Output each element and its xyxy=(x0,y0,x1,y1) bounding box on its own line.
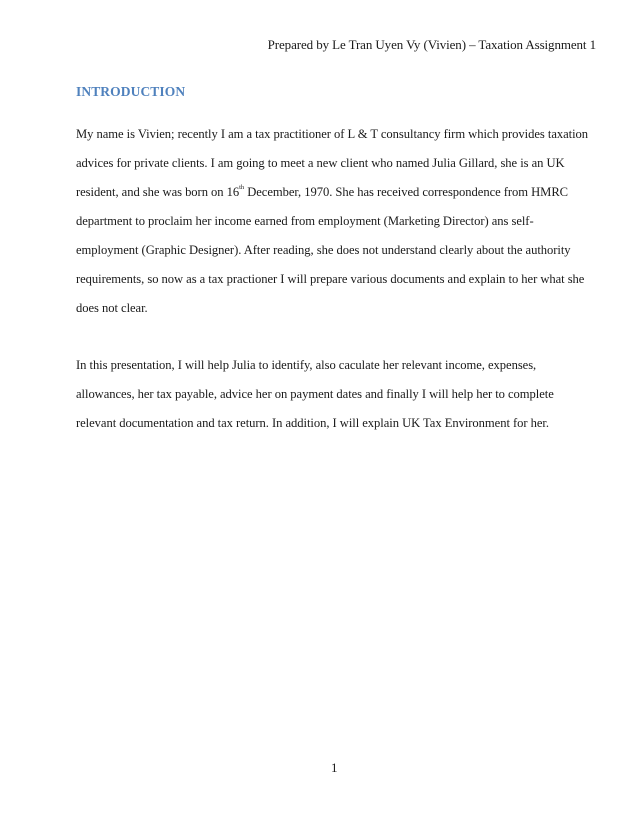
paragraph-line: My name is Vivien; recently I am a tax practitioner of L & T consultancy firm which provides taxation xyxy=(76,127,589,141)
page-number: 1 xyxy=(331,760,338,775)
section-heading: INTRODUCTION xyxy=(76,84,186,99)
birth-date-rest: December, 1970. She has received correspondence from HMRC xyxy=(244,185,569,199)
birth-date-start: resident, and she was born on 16 xyxy=(76,185,240,199)
paragraph-line xyxy=(76,178,606,207)
page-header: Prepared by Le Tran Uyen Vy (Vivien) – Taxation Assignment 1 xyxy=(267,37,596,52)
paragraph-line: employment (Graphic Designer). After reading, she does not understand clearly about the authority xyxy=(76,243,571,257)
paragraph-line: relevant documentation and tax return. In addition, I will explain UK Tax Environment for her. xyxy=(76,416,549,430)
paragraph-line: does not clear. xyxy=(76,301,148,315)
paragraph-line: requirements, so now as a tax practioner I will prepare various documents and explain to her what she xyxy=(76,272,585,286)
ordinal-suffix: th xyxy=(239,184,245,191)
paragraph-line: advices for private clients. I am going to meet a new client who named Julia Gillard, she is an UK xyxy=(76,156,565,170)
paragraph-line: allowances, her tax payable, advice her on payment dates and finally I will help her to complete xyxy=(76,387,554,401)
presentation-paragraph xyxy=(76,351,606,438)
paragraph-line: department to proclaim her income earned from employment (Marketing Director) ans self- xyxy=(76,214,534,228)
paragraph-line: In this presentation, I will help Julia to identify, also caculate her relevant income, expenses, xyxy=(76,358,537,372)
introduction-paragraph xyxy=(76,120,606,323)
